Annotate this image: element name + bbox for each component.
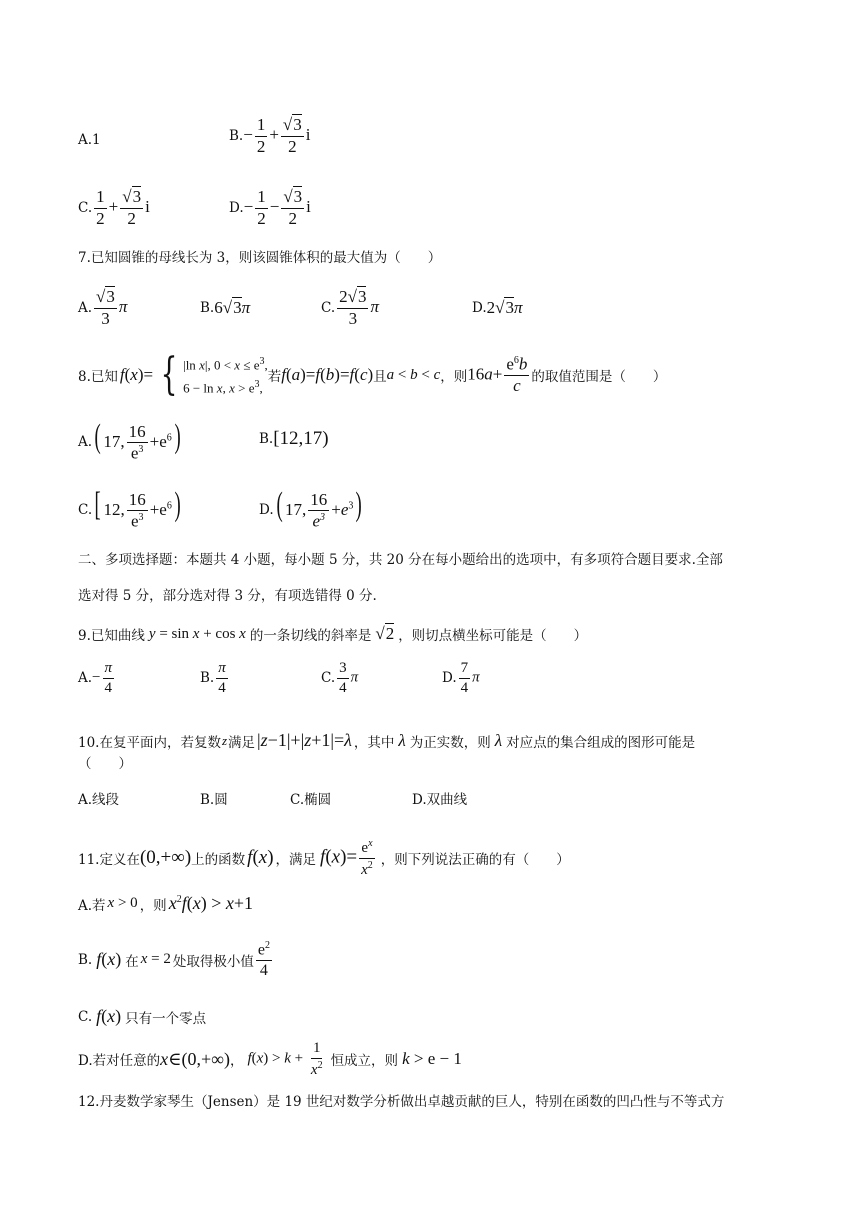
q11-suffix: ，则下列说法正确的有（ ） bbox=[380, 852, 570, 868]
q8-option-b[interactable] bbox=[259, 428, 329, 450]
q9-option-a-math: − $\frac{\pi}{4}$ bbox=[92, 660, 113, 696]
q9-option-d-label: D. bbox=[442, 670, 457, 686]
q6-option-d-label: D. bbox=[229, 200, 244, 217]
q8-prefix: 8.已知 bbox=[78, 369, 118, 386]
q9-curve: y = sin x + cos x bbox=[148, 625, 246, 642]
q11-option-b-mid2: 处取得极小值 bbox=[172, 953, 254, 970]
q8-option-c-math: [ 12, $\frac{16}{e^3}$ $+e^6$) bbox=[94, 486, 181, 531]
q6-option-c[interactable] bbox=[78, 188, 150, 228]
q10-suffix: 对应点的集合组成的图形可能是 bbox=[506, 734, 696, 751]
q8-option-c-label: C. bbox=[78, 501, 93, 518]
q7-option-c-label: C. bbox=[321, 300, 336, 317]
q10-option-b[interactable] bbox=[200, 788, 228, 808]
q6-option-d[interactable] bbox=[229, 188, 311, 228]
q11-mid1: 上的函数 bbox=[191, 852, 246, 868]
q6-option-b[interactable] bbox=[229, 116, 310, 156]
q11-option-d-result: k > e − 1 bbox=[402, 1049, 462, 1068]
q7-option-d[interactable] bbox=[472, 298, 523, 318]
q10-option-c[interactable] bbox=[290, 788, 331, 808]
q10-mid3: 为正实数，则 bbox=[409, 734, 491, 751]
q8-stem bbox=[78, 349, 782, 401]
q11-option-b-prefix: B. bbox=[78, 951, 93, 968]
q11-option-b[interactable] bbox=[78, 940, 274, 980]
q10-stem bbox=[78, 730, 782, 751]
q6-option-a[interactable] bbox=[78, 132, 101, 148]
q11-option-a-mid: ，则 bbox=[139, 897, 167, 914]
q6-option-c-math: $\frac{1}{2}$ + $\frac{√3}{2}$ i bbox=[96, 187, 150, 228]
section2-line2: 选对得 5 分，部分选对得 3 分，有项选错得 0 分. bbox=[78, 588, 377, 604]
q10-mid2: ，其中 bbox=[353, 734, 395, 751]
q6-option-c-label: C. bbox=[78, 200, 93, 217]
q8-option-b-label: B. bbox=[259, 431, 274, 447]
q9-option-d-math: $\frac{7}{4}$ π bbox=[460, 660, 480, 696]
q10-option-a-text: A.线段 bbox=[78, 792, 120, 808]
q11-option-b-fx: f(x) bbox=[96, 949, 122, 970]
q11-option-a-cond: x > 0 bbox=[107, 895, 138, 911]
q9-suffix: ，则切点横坐标可能是（ ） bbox=[398, 628, 588, 644]
q11-option-d-mid2: 恒成立，则 bbox=[330, 1053, 399, 1069]
q8-mid3: ，则 bbox=[440, 369, 468, 386]
q11-option-d-mid: ， bbox=[229, 1053, 244, 1069]
q9-stem bbox=[78, 624, 782, 644]
q11-option-b-mid: 在 bbox=[125, 953, 139, 970]
q9-option-c[interactable] bbox=[321, 660, 358, 696]
q10-z: z bbox=[221, 732, 228, 748]
q8-option-a[interactable] bbox=[78, 420, 183, 464]
q8-option-d-math: ( 17, $\frac{16}{e^3}$ $+e^3$) bbox=[276, 486, 363, 531]
q8-suffix: 的取值范围是（ ） bbox=[531, 369, 667, 386]
q11-option-a[interactable] bbox=[78, 893, 253, 914]
q11-definition: f(x)= $\frac{e^x}{x^2}$ bbox=[320, 838, 373, 878]
q8-option-a-label: A. bbox=[78, 433, 93, 450]
q8-brace: { bbox=[160, 349, 178, 401]
q10-lambda-2: λ bbox=[494, 730, 503, 750]
q9-option-c-math: $\frac{3}{4}$ π bbox=[339, 660, 359, 696]
q9-option-a-label: A. bbox=[78, 670, 93, 686]
q11-option-d-domain: x∈(0,+∞) bbox=[160, 1048, 230, 1069]
q9-option-a[interactable] bbox=[78, 660, 116, 696]
q8-option-c[interactable] bbox=[78, 488, 183, 532]
q8-fx: f(x)= bbox=[119, 365, 154, 385]
q10-paren-row bbox=[78, 752, 782, 772]
q7-stem-text: 7.已知圆锥的母线长为 3，则该圆锥体积的最大值为（ ） bbox=[78, 250, 442, 266]
q6-option-a-text: A.1 bbox=[78, 132, 101, 148]
q11-option-d[interactable] bbox=[78, 1040, 462, 1078]
q11-option-c-fx: f(x) bbox=[96, 1006, 122, 1026]
q7-option-a[interactable] bbox=[78, 288, 127, 328]
q7-option-c-math: $\frac{2√3}{3}$ π bbox=[339, 287, 380, 328]
q7-option-a-math: $\frac{√3}{3}$ π bbox=[96, 287, 128, 328]
q11-stem bbox=[78, 838, 782, 878]
q10-equation: |z−1|+|z+1|=λ bbox=[257, 730, 352, 750]
q11-option-b-x: x = 2 bbox=[140, 951, 171, 968]
q11-option-c[interactable] bbox=[78, 1006, 206, 1027]
q11-option-a-ineq: $x^2f(x) > x+1$ bbox=[168, 893, 254, 913]
q7-option-c[interactable] bbox=[321, 288, 379, 328]
q11-option-c-prefix: C. bbox=[78, 1008, 93, 1025]
q7-option-b-label: B. bbox=[200, 300, 215, 316]
q10-prefix: 10.在复平面内，若复数 bbox=[78, 734, 221, 751]
q8-option-d-label: D. bbox=[259, 501, 274, 518]
q12-stem bbox=[78, 1090, 782, 1110]
q9-option-b-label: B. bbox=[200, 670, 215, 686]
q7-option-d-math: 2√3π bbox=[486, 298, 523, 317]
q11-domain: (0,+∞) bbox=[139, 847, 192, 868]
q11-option-b-value: $\frac{e^2}{4}$ bbox=[257, 940, 270, 979]
q10-lambda-1: λ bbox=[398, 730, 406, 750]
q7-option-a-label: A. bbox=[78, 300, 93, 317]
q11-prefix: 11.定义在 bbox=[78, 852, 140, 868]
q10-option-d[interactable] bbox=[412, 788, 467, 808]
q8-cases: |ln x|, $0 < x \le e^3$, 6 − ln x, $x > e^3$, bbox=[183, 356, 268, 396]
q7-stem bbox=[78, 246, 782, 266]
q7-option-d-label: D. bbox=[472, 300, 487, 316]
q9-option-b-math: $\frac{\pi}{4}$ bbox=[218, 660, 226, 696]
q10-paren: （ ） bbox=[78, 756, 132, 772]
q6-option-d-math: − $\frac{1}{2}$ − $\frac{√3}{2}$ i bbox=[243, 187, 311, 228]
q7-option-b-math: 6√3π bbox=[214, 298, 251, 317]
q8-expression: 16a+ $\frac{e^6b}{c}$ bbox=[467, 354, 528, 396]
section2-instructions bbox=[78, 545, 782, 611]
q9-option-c-label: C. bbox=[321, 670, 336, 686]
q10-option-b-text: B.圆 bbox=[200, 792, 228, 808]
q8-option-a-math: ( 17, $\frac{16}{e^3}$ $+e^6$) bbox=[94, 418, 181, 463]
q8-mid1: 若 bbox=[267, 369, 282, 386]
q6-option-b-label: B. bbox=[229, 128, 244, 145]
q7-option-b[interactable] bbox=[200, 298, 250, 318]
q8-order: a < b < c bbox=[386, 366, 441, 383]
q10-mid1: 满足 bbox=[228, 734, 256, 751]
q12-text: 12.丹麦数学家琴生（Jensen）是 19 世纪对数学分析做出卓越贡献的巨人，特别在函数的凹凸性与不等式方 bbox=[78, 1094, 725, 1110]
q8-condition: f(a)=f(b)=f(c) bbox=[281, 365, 374, 385]
q6-option-b-math: − $\frac{1}{2}$ + $\frac{√3}{2}$ i bbox=[243, 115, 311, 156]
q11-mid2: ，满足 bbox=[275, 852, 317, 868]
q9-prefix: 9.已知曲线 bbox=[78, 628, 145, 644]
section2-line1: 二、多项选择题：本题共 4 小题，每小题 5 分，共 20 分在每小题给出的选项中，有多项符合题目要求.全部 bbox=[78, 552, 723, 568]
q8-option-b-value: [12,17) bbox=[273, 428, 329, 449]
q8-mid2: 且 bbox=[373, 369, 387, 386]
q9-option-d[interactable] bbox=[442, 660, 480, 696]
q11-option-a-prefix: A.若 bbox=[78, 897, 106, 914]
q11-option-d-ineq: f(x) > k + $\frac{1}{x^2}$ bbox=[247, 1040, 323, 1078]
q11-option-c-suffix: 只有一个零点 bbox=[125, 1010, 207, 1027]
q8-option-d[interactable] bbox=[259, 488, 365, 532]
q10-option-d-text: D.双曲线 bbox=[412, 792, 468, 808]
q10-option-c-text: C.椭圆 bbox=[290, 792, 332, 808]
q9-mid: 的一条切线的斜率是 bbox=[249, 628, 372, 644]
q9-slope: √2 bbox=[375, 624, 395, 643]
q11-fx: f(x) bbox=[247, 847, 274, 868]
q11-option-d-prefix: D.若对任意的 bbox=[78, 1053, 161, 1069]
q10-option-a[interactable] bbox=[78, 788, 119, 808]
q9-option-b[interactable] bbox=[200, 660, 230, 696]
